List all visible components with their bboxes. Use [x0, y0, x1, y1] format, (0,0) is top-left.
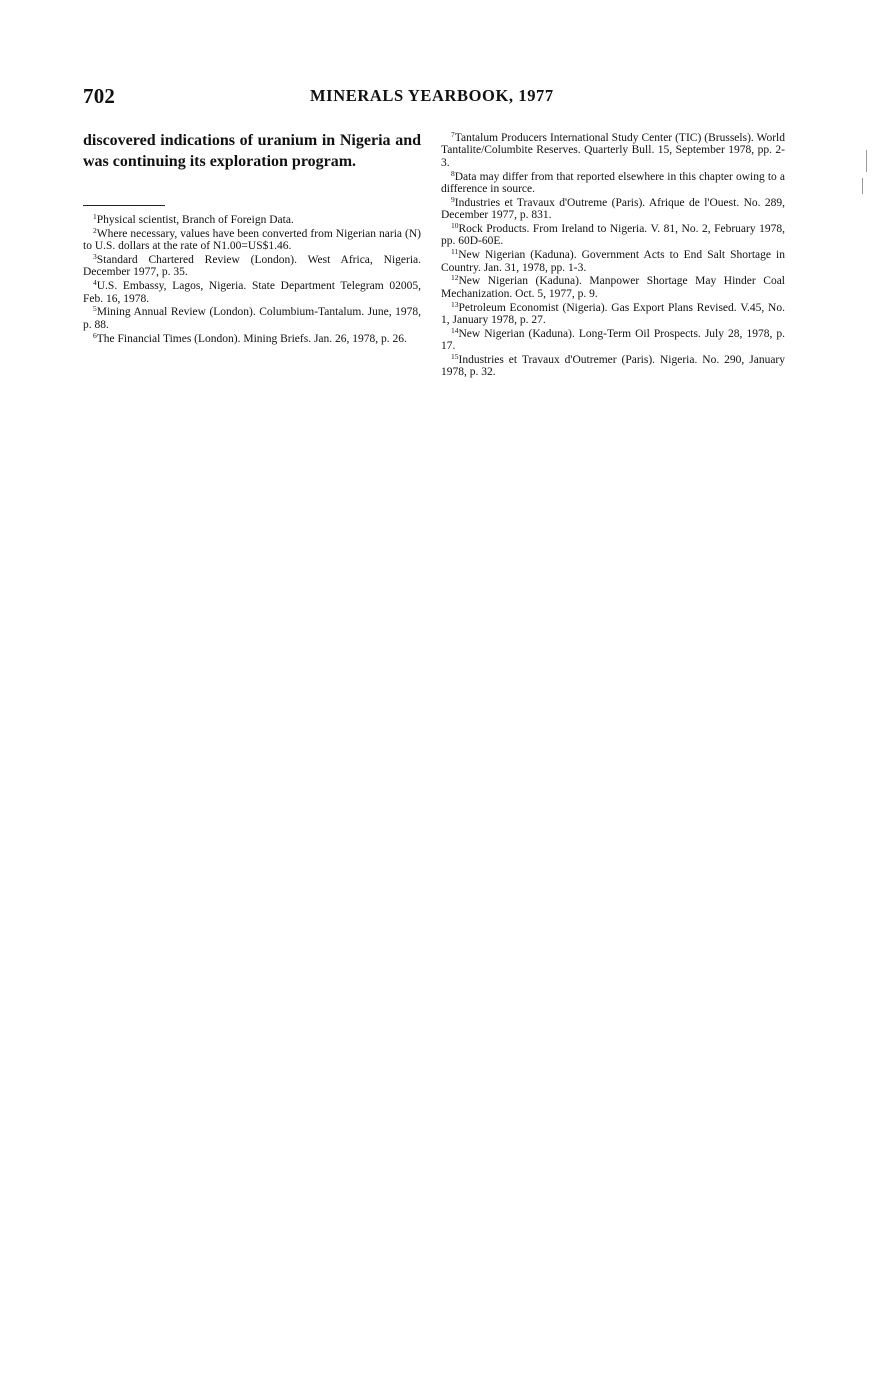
footnote-separator-rule [83, 205, 165, 206]
footnote [441, 194, 785, 222]
footnote-text: Rock Products. From Ireland to Nigeria. V. 81, No. 2, February 1978, pp. 60D-60E. [441, 223, 785, 248]
footnote-number: 7 [451, 130, 455, 139]
footnote-text: Petroleum Economist (Nigeria). Gas Export Plans Revised. V.45, No. 1, January 1978, p. 27. [441, 301, 785, 327]
footnote [441, 325, 785, 353]
footnote-number: 13 [451, 299, 459, 309]
footnote [83, 214, 421, 226]
footnote-text: Physical scientist, Branch of Foreign Data. [96, 214, 294, 226]
footnote-text: U.S. Embassy, Lagos, Nigeria. State Department Telegram 02005, Feb. 16, 1978. [83, 280, 421, 305]
footnote-number: 3 [93, 252, 97, 261]
footnote-number: 5 [93, 304, 97, 314]
footnote-text: Industries et Travaux d'Outreme (Paris). Afrique de l'Ouest. No. 289, December 1977, p. 831. [441, 196, 785, 222]
footnote-number: 14 [451, 325, 459, 335]
footnote-text: Standard Chartered Review (London). West Africa, Nigeria. December 1977, p. 35. [83, 254, 421, 279]
footnote [441, 249, 785, 274]
footnote-number: 4 [93, 278, 97, 288]
footnote-text: New Nigerian (Kaduna). Long-Term Oil Prospects. July 28, 1978, p. 17. [441, 327, 785, 353]
footnote-number: 2 [93, 225, 97, 235]
footnote [83, 330, 421, 345]
footnote-text: Mining Annual Review (London). Columbium-Tantalum. June, 1978, p. 88. [83, 306, 421, 331]
footnote-text: New Nigerian (Kaduna). Manpower Shortage May Hinder Coal Mechanization. Oct. 5, 1977, p. 9. [441, 275, 785, 300]
footnote [83, 306, 421, 331]
footnote-number: 9 [451, 194, 455, 204]
footnote-number: 15 [451, 352, 459, 362]
footnotes-left-column [83, 214, 421, 346]
footnote [441, 168, 785, 196]
running-title: MINERALS YEARBOOK, 1977 [310, 86, 554, 105]
footnote-number: 6 [93, 330, 97, 340]
footnote-text: The Financial Times (London). Mining Briefs. Jan. 26, 1978, p. 26. [96, 332, 407, 345]
footnote [441, 299, 785, 327]
footnotes-right-column [441, 132, 785, 380]
scan-margin-mark [866, 150, 867, 172]
footnote-text: Data may differ from that reported elsewhere in this chapter owing to a difference in source. [441, 170, 785, 196]
footnote-number: 12 [451, 273, 459, 283]
footnote-number: 1 [93, 212, 97, 221]
footnote-text: Industries et Travaux d'Outremer (Paris). Nigeria. No. 290, January 1978, p. 32. [441, 354, 785, 379]
footnote [83, 225, 421, 253]
footnote [441, 354, 785, 379]
footnote-number: 11 [451, 247, 459, 257]
page-number: 702 [83, 84, 116, 108]
footnote [441, 223, 785, 248]
footnote-text: Tantalum Producers International Study Center (TIC) (Brussels). World Tantalite/Columbite Reserves. Quarterly Bull. 15, September 1978, pp. 2-3. [441, 132, 785, 169]
scan-margin-mark [862, 178, 863, 194]
footnote-number: 8 [451, 168, 455, 178]
footnote [83, 254, 421, 279]
footnote-text: New Nigerian (Kaduna). Government Acts to End Salt Shortage in Country. Jan. 31, 1978, pp. 1-3. [441, 249, 785, 274]
footnote-number: 10 [451, 221, 459, 231]
footnote-text: Where necessary, values have been converted from Nigerian naria (N) to U.S. dollars at the rate of N1.00=US$1.46. [83, 227, 421, 253]
footnote [441, 275, 785, 300]
footnote [441, 132, 785, 169]
footnote [83, 280, 421, 305]
body-paragraph: discovered indications of uranium in Nigeria and was continuing its exploration program. [83, 132, 421, 170]
